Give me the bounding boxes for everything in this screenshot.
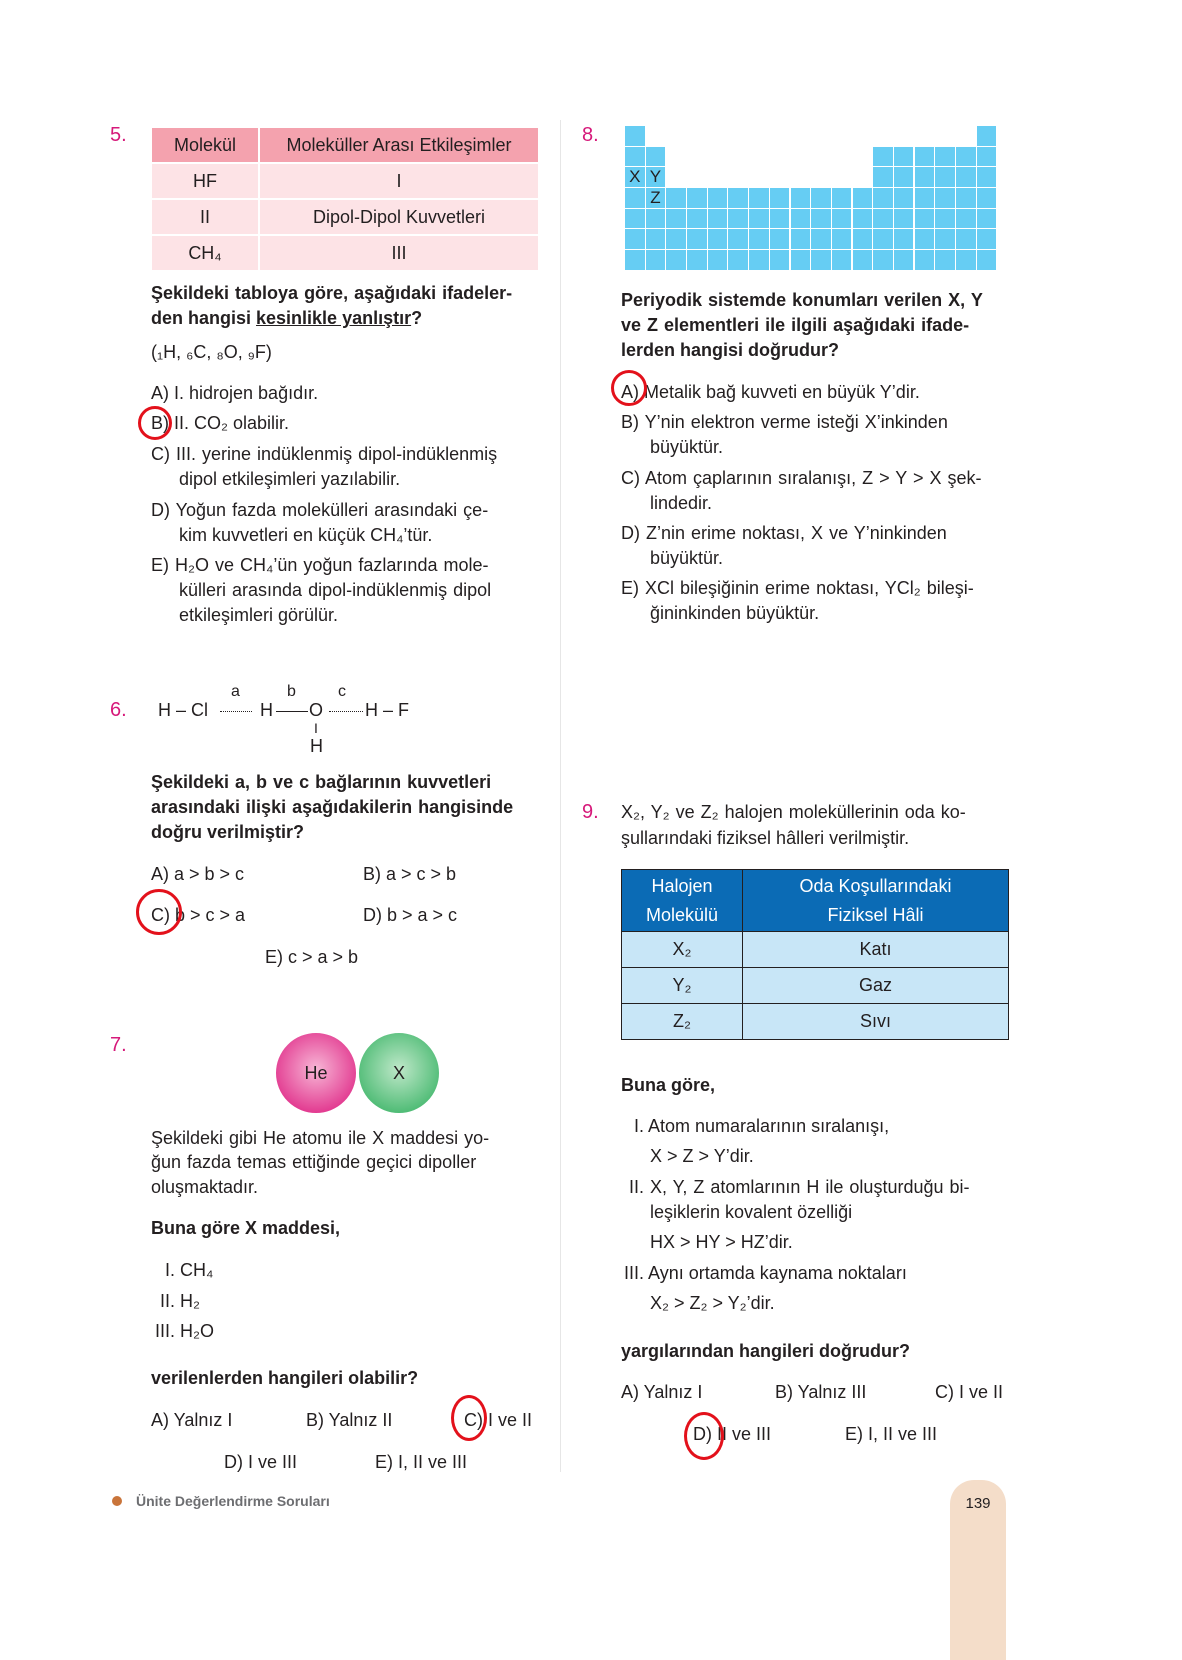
x-substance xyxy=(357,1031,441,1115)
table-cell: CH₄ xyxy=(151,235,259,271)
he-label: He xyxy=(304,1062,328,1083)
periodic-cell xyxy=(728,250,748,270)
answer-circle xyxy=(451,1395,487,1441)
table-cell: Dipol-Dipol Kuvvetleri xyxy=(259,199,539,235)
bullet-icon xyxy=(112,1496,122,1506)
statement-1-cont: X > Z > Y’dir. xyxy=(650,1146,754,1166)
molecule-table xyxy=(150,126,540,272)
empty-cell xyxy=(770,147,790,167)
option-b[interactable]: B) Yalnız III xyxy=(775,1382,867,1402)
periodic-cell xyxy=(832,250,852,270)
periodic-cell xyxy=(956,229,976,249)
option-b-cont: büyüktür. xyxy=(650,437,724,457)
periodic-cell xyxy=(791,229,811,249)
empty-cell xyxy=(832,167,852,187)
option-e-cont: külleri arasında dipol-indüklenmiş dipol xyxy=(179,580,492,600)
periodic-cell xyxy=(770,188,790,208)
table-header xyxy=(743,870,1009,932)
periodic-cell xyxy=(873,229,893,249)
periodic-cell xyxy=(749,188,769,208)
item: II. H₂ xyxy=(160,1291,200,1311)
periodic-cell xyxy=(666,209,686,229)
empty-cell xyxy=(749,147,769,167)
option-a[interactable]: A) Yalnız I xyxy=(151,1410,233,1430)
periodic-table xyxy=(625,126,996,270)
periodic-cell xyxy=(708,209,728,229)
periodic-cell xyxy=(646,229,666,249)
periodic-cell xyxy=(646,250,666,270)
option-c-cont: lindedir. xyxy=(650,493,713,513)
question-text: doğru verilmiştir? xyxy=(151,822,305,842)
question-number: 6. xyxy=(110,699,127,721)
option-e[interactable]: E) I, II ve III xyxy=(845,1424,938,1444)
periodic-cell xyxy=(666,188,686,208)
empty-cell xyxy=(708,167,728,187)
molecule-hf: H – F xyxy=(365,700,410,720)
periodic-cell xyxy=(915,147,935,167)
periodic-cell xyxy=(625,250,645,270)
answer-circle xyxy=(136,889,182,935)
periodic-cell xyxy=(977,250,997,270)
question-text: arasındaki ilişki aşağıdakilerin hangisinde xyxy=(151,797,514,817)
option-d[interactable]: D) I ve III xyxy=(224,1452,298,1472)
question-text: lerden hangisi doğrudur? xyxy=(621,340,840,360)
periodic-cell xyxy=(894,167,914,187)
periodic-cell xyxy=(770,209,790,229)
header-line: Molekülü xyxy=(645,904,719,925)
table-cell: I xyxy=(259,163,539,199)
periodic-cell xyxy=(770,229,790,249)
empty-cell xyxy=(853,126,873,146)
periodic-cell xyxy=(956,167,976,187)
atomic-numbers: (₁H, ₆C, ₈O, ₉F) xyxy=(151,342,272,362)
empty-cell xyxy=(956,126,976,146)
empty-cell xyxy=(687,167,707,187)
option-c[interactable]: C) III. yerine indüklenmiş dipol-indüklenmiş xyxy=(151,444,498,464)
molecule-hcl: H – Cl xyxy=(158,700,209,720)
periodic-cell xyxy=(915,250,935,270)
bond-label-a: a xyxy=(231,683,240,700)
empty-cell xyxy=(853,147,873,167)
periodic-cell xyxy=(749,229,769,249)
periodic-cell xyxy=(956,250,976,270)
periodic-cell xyxy=(853,209,873,229)
periodic-cell xyxy=(894,229,914,249)
option-a[interactable]: A) a > b > c xyxy=(151,864,245,884)
answer-circle xyxy=(684,1412,724,1460)
question-text: ğun fazda temas ettiğinde geçici dipoller xyxy=(151,1152,477,1172)
statement-3: III. Aynı ortamda kaynama noktaları xyxy=(624,1263,907,1283)
option-c[interactable]: C) I ve II xyxy=(935,1382,1004,1402)
periodic-cell xyxy=(853,250,873,270)
periodic-cell xyxy=(749,209,769,229)
text: den hangisi xyxy=(151,308,257,328)
periodic-cell xyxy=(894,147,914,167)
periodic-cell xyxy=(708,188,728,208)
table-header: Moleküller Arası Etkileşimler xyxy=(259,127,539,163)
periodic-cell xyxy=(894,250,914,270)
option-e[interactable]: E) c > a > b xyxy=(265,947,359,967)
question-text: oluşmaktadır. xyxy=(151,1177,259,1197)
empty-cell xyxy=(687,126,707,146)
item: I. CH₄ xyxy=(165,1260,214,1280)
periodic-cell xyxy=(977,229,997,249)
question-text: şullarındaki fiziksel hâlleri verilmiştir. xyxy=(621,828,910,848)
statement-2: II. X, Y, Z atomlarının H ile oluşturduğu bi- xyxy=(629,1177,970,1197)
question-text: verilenlerden hangileri olabilir? xyxy=(151,1368,419,1388)
empty-cell xyxy=(666,126,686,146)
periodic-cell xyxy=(749,250,769,270)
table-header: Molekül xyxy=(151,127,259,163)
periodic-cell xyxy=(935,167,955,187)
periodic-cell xyxy=(977,188,997,208)
periodic-cell xyxy=(915,167,935,187)
empty-cell xyxy=(791,167,811,187)
periodic-cell xyxy=(935,250,955,270)
empty-cell xyxy=(749,126,769,146)
element-z: Z xyxy=(646,188,666,208)
option-e[interactable]: E) I, II ve III xyxy=(375,1452,468,1472)
halogen-table xyxy=(621,869,1009,1040)
periodic-cell xyxy=(935,188,955,208)
empty-cell xyxy=(728,147,748,167)
empty-cell xyxy=(728,167,748,187)
x-label: X xyxy=(392,1062,405,1083)
option-d-cont: büyüktür. xyxy=(650,548,724,568)
he-atom xyxy=(274,1031,358,1115)
periodic-cell xyxy=(832,209,852,229)
periodic-cell xyxy=(956,147,976,167)
question-text: Şekildeki tabloya göre, aşağıdaki ifadeler- xyxy=(151,283,513,303)
statement-1: I. Atom numaralarının sıralanışı, xyxy=(634,1116,890,1136)
periodic-cell xyxy=(832,229,852,249)
periodic-cell xyxy=(915,209,935,229)
periodic-cell xyxy=(956,209,976,229)
periodic-cell xyxy=(873,147,893,167)
periodic-cell xyxy=(708,229,728,249)
vertical-bond: I xyxy=(314,720,318,736)
question-text: Periyodik sistemde konumları verilen X, Y xyxy=(621,290,983,310)
periodic-cell xyxy=(873,250,893,270)
section-title: Ünite Değerlendirme Soruları xyxy=(136,1493,330,1509)
periodic-cell xyxy=(956,188,976,208)
periodic-cell xyxy=(666,250,686,270)
empty-cell xyxy=(915,126,935,146)
empty-cell xyxy=(770,167,790,187)
dotted-bond-a xyxy=(220,711,252,712)
table-cell: Z₂ xyxy=(622,1004,743,1040)
question-text xyxy=(151,306,422,330)
option-a[interactable]: A) I. hidrojen bağıdır. xyxy=(151,383,319,403)
empty-cell xyxy=(749,167,769,187)
periodic-cell xyxy=(646,209,666,229)
empty-cell xyxy=(811,147,831,167)
option-e[interactable]: E) H₂O ve CH₄’ün yoğun fazlarında mole- xyxy=(151,555,489,575)
item: III. H₂O xyxy=(155,1321,214,1341)
empty-cell xyxy=(728,126,748,146)
periodic-cell xyxy=(977,167,997,187)
periodic-cell xyxy=(728,229,748,249)
periodic-cell xyxy=(832,188,852,208)
periodic-cell xyxy=(977,209,997,229)
empty-cell xyxy=(791,126,811,146)
atom-o: O xyxy=(309,700,324,720)
periodic-cell xyxy=(646,147,666,167)
element-y: Y xyxy=(646,167,666,187)
periodic-cell xyxy=(873,209,893,229)
periodic-cell xyxy=(811,188,831,208)
atom-h: H xyxy=(260,700,273,720)
element-x: X xyxy=(625,167,645,187)
periodic-cell xyxy=(625,188,645,208)
option-d[interactable]: D) b > a > c xyxy=(363,905,458,925)
periodic-cell xyxy=(666,229,686,249)
question-text: yargılarından hangileri doğrudur? xyxy=(621,1341,911,1361)
statement-2-cont: leşiklerin kovalent özelliği xyxy=(650,1202,853,1222)
option-c-cont: dipol etkileşimleri yazılabilir. xyxy=(179,469,401,489)
option-c[interactable]: C) I ve II xyxy=(464,1410,533,1430)
empty-cell xyxy=(832,147,852,167)
column-divider xyxy=(560,120,561,1472)
option-a[interactable]: A) Metalik bağ kuvveti en büyük Y’dir. xyxy=(621,382,920,402)
question-number: 9. xyxy=(582,801,599,823)
periodic-cell xyxy=(791,250,811,270)
answer-circle xyxy=(611,370,647,406)
bond-label-b: b xyxy=(287,683,296,700)
empty-cell xyxy=(666,167,686,187)
option-b[interactable]: B) Y’nin elektron verme isteği X’inkinden xyxy=(621,412,948,432)
option-d[interactable]: D) Yoğun fazda molekülleri arasındaki çe- xyxy=(151,500,489,520)
question-text: X₂, Y₂ ve Z₂ halojen moleküllerinin oda ko- xyxy=(621,802,966,822)
periodic-cell xyxy=(853,188,873,208)
option-e[interactable]: E) XCl bileşiğinin erime noktası, YCl₂ bileşi- xyxy=(621,578,974,598)
header-line: Fiziksel Hâli xyxy=(827,904,924,925)
option-b[interactable]: B) Yalnız II xyxy=(306,1410,393,1430)
periodic-cell xyxy=(625,126,645,146)
option-e-cont: ğininkinden büyüktür. xyxy=(650,603,820,623)
empty-cell xyxy=(666,147,686,167)
option-c[interactable]: C) Atom çaplarının sıralanışı, Z > Y > X şek- xyxy=(621,468,982,488)
header-line: Halojen xyxy=(651,875,713,896)
dotted-bond-c xyxy=(329,711,363,712)
periodic-cell xyxy=(853,229,873,249)
periodic-cell xyxy=(894,209,914,229)
question-text: ve Z elementleri ile ilgili aşağıdaki ifade- xyxy=(621,315,970,335)
text: ? xyxy=(411,308,423,328)
option-c[interactable]: C) b > c > a xyxy=(151,905,246,925)
periodic-cell xyxy=(625,229,645,249)
empty-cell xyxy=(873,126,893,146)
periodic-cell xyxy=(708,250,728,270)
periodic-cell xyxy=(873,167,893,187)
question-number: 8. xyxy=(582,124,599,146)
option-e-cont: etkileşimleri görülür. xyxy=(179,605,339,625)
answer-circle xyxy=(138,406,172,440)
option-d[interactable]: D) II ve III xyxy=(693,1424,772,1444)
table-cell: Sıvı xyxy=(743,1004,1009,1040)
page-number: 139 xyxy=(965,1495,991,1512)
empty-cell xyxy=(811,167,831,187)
table-cell: Y₂ xyxy=(622,968,743,1004)
periodic-cell xyxy=(811,229,831,249)
periodic-cell xyxy=(791,188,811,208)
periodic-cell xyxy=(894,188,914,208)
periodic-cell xyxy=(915,229,935,249)
periodic-cell xyxy=(873,188,893,208)
periodic-cell xyxy=(811,250,831,270)
periodic-cell xyxy=(977,147,997,167)
option-b[interactable]: B) a > c > b xyxy=(363,864,457,884)
statement-3-cont: X₂ > Z₂ > Y₂’dir. xyxy=(650,1293,775,1313)
empty-cell xyxy=(853,167,873,187)
empty-cell xyxy=(708,126,728,146)
table-cell: Katı xyxy=(743,932,1009,968)
empty-cell xyxy=(646,126,666,146)
periodic-cell xyxy=(687,188,707,208)
empty-cell xyxy=(811,126,831,146)
periodic-cell xyxy=(770,250,790,270)
periodic-cell xyxy=(625,209,645,229)
question-number: 7. xyxy=(110,1034,127,1056)
table-cell: HF xyxy=(151,163,259,199)
periodic-cell xyxy=(687,209,707,229)
empty-cell xyxy=(687,147,707,167)
solid-bond-b xyxy=(276,711,308,712)
empty-cell xyxy=(791,147,811,167)
periodic-cell xyxy=(935,147,955,167)
atom-h-bottom: H xyxy=(310,736,323,756)
statement-2-cont: HX > HY > HZ’dir. xyxy=(650,1232,793,1252)
empty-cell xyxy=(832,126,852,146)
periodic-cell xyxy=(625,147,645,167)
question-text: Şekildeki gibi He atomu ile X maddesi yo- xyxy=(151,1128,490,1148)
empty-cell xyxy=(708,147,728,167)
table-cell: Gaz xyxy=(743,968,1009,1004)
question-number: 5. xyxy=(110,124,127,146)
periodic-cell xyxy=(728,188,748,208)
periodic-cell xyxy=(977,126,997,146)
table-cell: II xyxy=(151,199,259,235)
periodic-cell xyxy=(791,209,811,229)
empty-cell xyxy=(770,126,790,146)
periodic-cell xyxy=(687,250,707,270)
table-cell: III xyxy=(259,235,539,271)
option-b[interactable]: B) II. CO₂ olabilir. xyxy=(151,413,290,433)
empty-cell xyxy=(894,126,914,146)
empty-cell xyxy=(935,126,955,146)
periodic-cell xyxy=(728,209,748,229)
question-lead: Buna göre X maddesi, xyxy=(151,1218,341,1238)
emphasis: kesinlikle yanlıştır xyxy=(256,308,412,328)
question-lead: Buna göre, xyxy=(621,1075,716,1095)
question-text: Şekildeki a, b ve c bağlarının kuvvetleri xyxy=(151,772,492,792)
periodic-cell xyxy=(811,209,831,229)
option-d[interactable]: D) Z’nin erime noktası, X ve Y’ninkinden xyxy=(621,523,947,543)
option-a[interactable]: A) Yalnız I xyxy=(621,1382,703,1402)
header-line: Oda Koşullarındaki xyxy=(799,875,952,896)
table-header xyxy=(622,870,743,932)
option-d-cont: kim kuvvetleri en küçük CH₄’tür. xyxy=(179,525,433,545)
table-cell: X₂ xyxy=(622,932,743,968)
periodic-cell xyxy=(687,229,707,249)
bond-label-c: c xyxy=(338,683,346,700)
periodic-cell xyxy=(935,229,955,249)
periodic-cell xyxy=(915,188,935,208)
periodic-cell xyxy=(935,209,955,229)
